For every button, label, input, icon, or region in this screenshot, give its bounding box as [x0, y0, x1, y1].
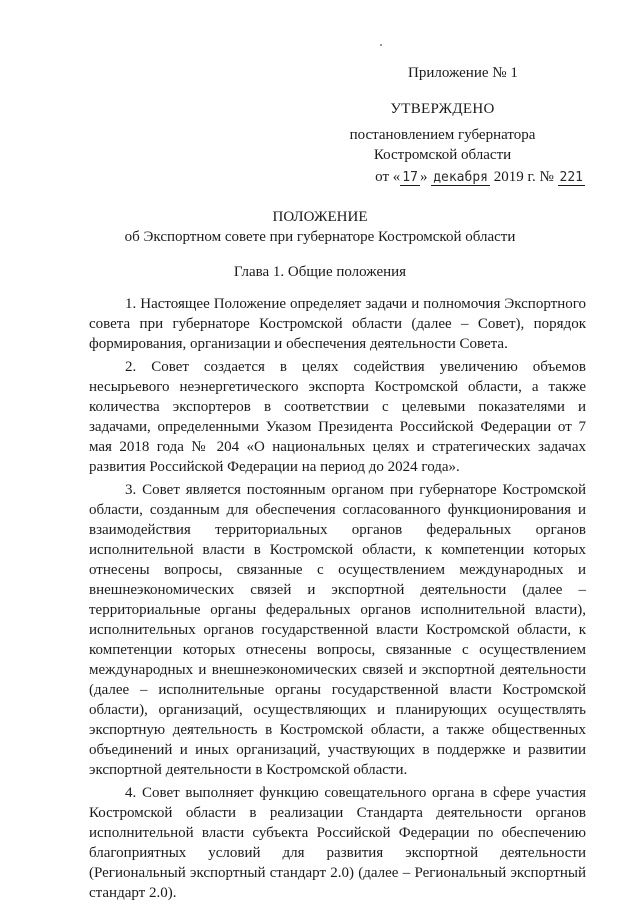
approved-by-line-2: Костромской области — [373, 147, 512, 163]
paragraph-3: 3. Совет является постоянным органом при губернаторе Костромской области, созданным для обеспечения согласованного функционирования и взаимодействия территориальных органов федеральных органов исполнительной власти в Костромской области, к компетенции которых отнесены вопросы, связанные с осуществлением международных и внешнеэкономических связей и экспортной деятельности (далее – территориальные органы федеральных органов исполнительной власти), исполнительных органов государственной власти Костромской области, к компетенции которых отнесены вопросы, связанные с осуществлением международных и внешнеэкономических связей и экспортной деятельности (далее – исполнительные органы государственной власти Костромской области), организаций, осуществляющих и планирующих осуществлять экспортную деятельность в Костромской области, а также общественных объединений и иных организаций, участвующих в поддержке и развитии экспортной деятельности в Костромской области. — [89, 482, 586, 778]
document-title: ПОЛОЖЕНИЕ — [272, 209, 368, 225]
date-year: 2019 г. № — [493, 169, 554, 185]
decree-number-handwritten: 221 — [559, 170, 583, 185]
date-prefix: от « — [375, 169, 401, 185]
approved-title: УТВЕРЖДЕНО — [390, 101, 495, 117]
date-sep: » — [419, 169, 428, 185]
chapter-heading: Глава 1. Общие положения — [233, 264, 407, 280]
paragraph-4: 4. Совет выполняет функцию совещательного органа в сфере участия Костромской области в реализации Стандарта деятельности органов исполнительной власти субъекта Российской Федерации по обеспечению благоприятных условий для развития экспортной деятельности (Региональный экспортный стандарт 2.0) (далее – Региональный экспортный стандарт 2.0). — [89, 785, 586, 901]
paragraph-2: 2. Совет создается в целях содействия увеличению объемов несырьевого неэнергетического экспорта Костромской области, а также количества экспортеров в соответствии с целевыми показателями и задачами, определенными Указом Президента Российской Федерации от 7 мая 2018 года № 204 «О национальных целях и стратегических задачах развития Российской Федерации на период до 2024 года». — [89, 359, 586, 475]
appendix-label: Приложение № 1 — [408, 65, 518, 81]
document-subtitle: об Экспортном совете при губернаторе Костромской области — [124, 229, 516, 245]
scan-speck — [380, 44, 382, 46]
paragraph-1: 1. Настоящее Положение определяет задачи и полномочия Экспортного совета при губернаторе Костромской области (далее – Совет), порядок формирования, организации и обеспечения деятельности Совета. — [89, 296, 586, 352]
approval-block — [300, 99, 585, 188]
approval-date-line — [300, 167, 585, 188]
document-body — [89, 294, 586, 905]
date-day-handwritten: 17 — [402, 170, 418, 185]
approved-by-line-1: постановлением губернатора — [349, 127, 536, 143]
date-month-handwritten: декабря — [433, 170, 488, 185]
